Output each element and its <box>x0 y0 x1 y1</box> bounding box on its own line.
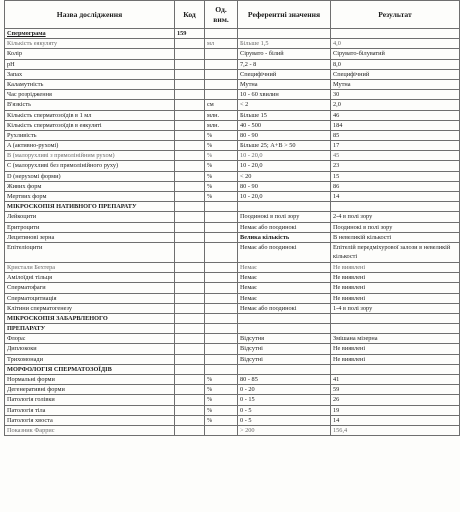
table-row <box>5 59 460 69</box>
code-cell <box>175 283 205 293</box>
table-row <box>5 283 460 293</box>
code-cell <box>175 79 205 89</box>
unit-cell <box>205 232 238 242</box>
header-unit: Од. вим. <box>205 1 238 29</box>
table-row <box>5 425 460 435</box>
unit-cell <box>205 324 238 334</box>
unit-cell <box>205 222 238 232</box>
unit-cell: % <box>205 192 238 202</box>
semen-analysis-table <box>4 0 460 436</box>
reference-cell: 10 - 20,0 <box>238 192 331 202</box>
table-row <box>5 222 460 232</box>
unit-cell <box>205 212 238 222</box>
result-cell: 19 <box>331 405 460 415</box>
result-cell: Змішана мізерна <box>331 334 460 344</box>
reference-cell: < 2 <box>238 100 331 110</box>
code-cell <box>175 120 205 130</box>
unit-cell <box>205 90 238 100</box>
header-code: Код <box>175 1 205 29</box>
result-cell: 15 <box>331 171 460 181</box>
unit-cell: млн. <box>205 120 238 130</box>
reference-cell: 40 - 500 <box>238 120 331 130</box>
result-cell: 156,4 <box>331 425 460 435</box>
result-cell: 85 <box>331 130 460 140</box>
result-cell: 2-4 в полі зору <box>331 212 460 222</box>
table-row <box>5 39 460 49</box>
reference-cell: Немає або поодинокі <box>238 242 331 262</box>
code-cell <box>175 293 205 303</box>
unit-cell: % <box>205 141 238 151</box>
reference-cell: Немає <box>238 293 331 303</box>
result-cell <box>331 364 460 374</box>
table-row <box>5 303 460 313</box>
test-name-cell: Дегенеративні форми <box>5 385 175 395</box>
reference-cell: 80 - 90 <box>238 181 331 191</box>
test-name-cell: Рухливість <box>5 130 175 140</box>
test-name-cell: В'язкість <box>5 100 175 110</box>
unit-cell: % <box>205 405 238 415</box>
reference-cell: Немає <box>238 262 331 272</box>
reference-cell: 7,2 - 8 <box>238 59 331 69</box>
test-name-cell: Показник Фаррис <box>5 425 175 435</box>
result-cell: Не виявлені <box>331 262 460 272</box>
reference-cell: Сірувато - білий <box>238 49 331 59</box>
test-name-cell: Патологія тіла <box>5 405 175 415</box>
table-row <box>5 354 460 364</box>
reference-cell: Немає або поодинокі <box>238 222 331 232</box>
table-row <box>5 344 460 354</box>
test-name-cell: МІКРОСКОПІЯ ЗАБАРВЛЕНОГО <box>5 313 175 323</box>
unit-cell <box>205 59 238 69</box>
table-row <box>5 130 460 140</box>
reference-cell: < 20 <box>238 171 331 181</box>
reference-cell: Відсутні <box>238 344 331 354</box>
unit-cell: % <box>205 171 238 181</box>
test-name-cell: Кількість еякуляту <box>5 39 175 49</box>
code-cell <box>175 425 205 435</box>
test-name-cell: Патологія хвоста <box>5 415 175 425</box>
header-test-name: Назва дослідження <box>5 1 175 29</box>
table-row <box>5 29 460 39</box>
test-name-cell: D (нерухомі форми) <box>5 171 175 181</box>
result-cell: 184 <box>331 120 460 130</box>
table-row <box>5 273 460 283</box>
code-cell <box>175 39 205 49</box>
table-row <box>5 262 460 272</box>
code-cell <box>175 110 205 120</box>
table-row <box>5 212 460 222</box>
result-cell: Специфічний <box>331 69 460 79</box>
code-cell <box>175 69 205 79</box>
code-cell <box>175 181 205 191</box>
table-row <box>5 79 460 89</box>
code-cell <box>175 212 205 222</box>
test-name-cell: МОРФОЛОГІЯ СПЕРМАТОЗОЇДІВ <box>5 364 175 374</box>
test-name-cell: Амілоїдні тільця <box>5 273 175 283</box>
test-name-cell: ПРЕПАРАТУ <box>5 324 175 334</box>
test-name-cell: C (малорухливі без прямолінійного руху) <box>5 161 175 171</box>
table-header-row <box>5 1 460 29</box>
table-row <box>5 415 460 425</box>
table-row <box>5 110 460 120</box>
test-name-cell: B (малорухливі з прямолінійним рухом) <box>5 151 175 161</box>
table-row <box>5 334 460 344</box>
code-cell <box>175 59 205 69</box>
result-cell: Не виявлені <box>331 354 460 364</box>
test-name-cell: Живих форм <box>5 181 175 191</box>
test-name-cell: Патологія голівки <box>5 395 175 405</box>
test-name-cell: Колір <box>5 49 175 59</box>
reference-cell: Більше 25; A+B > 50 <box>238 141 331 151</box>
code-cell <box>175 405 205 415</box>
table-row <box>5 242 460 262</box>
reference-cell: Специфічний <box>238 69 331 79</box>
reference-cell <box>238 364 331 374</box>
unit-cell: % <box>205 395 238 405</box>
unit-cell <box>205 303 238 313</box>
result-cell: Епітелій передміхурової залози в невеликій кількості <box>331 242 460 262</box>
result-cell: 14 <box>331 415 460 425</box>
unit-cell <box>205 293 238 303</box>
unit-cell: % <box>205 130 238 140</box>
unit-cell <box>205 283 238 293</box>
unit-cell: % <box>205 151 238 161</box>
result-cell: 41 <box>331 375 460 385</box>
reference-cell <box>238 324 331 334</box>
unit-cell <box>205 49 238 59</box>
unit-cell <box>205 202 238 212</box>
table-row <box>5 232 460 242</box>
table-row <box>5 181 460 191</box>
unit-cell: % <box>205 375 238 385</box>
table-row <box>5 90 460 100</box>
result-cell: Сірувато-білуватий <box>331 49 460 59</box>
unit-cell <box>205 79 238 89</box>
code-cell <box>175 415 205 425</box>
code-cell <box>175 242 205 262</box>
header-result: Результат <box>331 1 460 29</box>
table-row <box>5 49 460 59</box>
unit-cell <box>205 425 238 435</box>
test-name-cell: Диплококи <box>5 344 175 354</box>
unit-cell: % <box>205 385 238 395</box>
test-name-cell: Сперматофаги <box>5 283 175 293</box>
reference-cell: > 200 <box>238 425 331 435</box>
reference-cell: 0 - 20 <box>238 385 331 395</box>
unit-cell <box>205 273 238 283</box>
test-name-cell: A (активно-рухомі) <box>5 141 175 151</box>
reference-cell: Поодинокі в полі зору <box>238 212 331 222</box>
test-name-cell: Флора: <box>5 334 175 344</box>
code-cell <box>175 171 205 181</box>
result-cell: Не виявлені <box>331 344 460 354</box>
reference-cell: 80 - 90 <box>238 130 331 140</box>
code-cell <box>175 375 205 385</box>
test-name-cell: pH <box>5 59 175 69</box>
unit-cell <box>205 262 238 272</box>
result-cell: В невеликій кількості <box>331 232 460 242</box>
table-row <box>5 151 460 161</box>
table-row <box>5 120 460 130</box>
unit-cell: млн. <box>205 110 238 120</box>
table-row <box>5 313 460 323</box>
table-row <box>5 375 460 385</box>
reference-cell: Немає <box>238 283 331 293</box>
reference-cell: 10 - 20,0 <box>238 161 331 171</box>
unit-cell <box>205 354 238 364</box>
test-name-cell: Каламутність <box>5 79 175 89</box>
result-cell <box>331 313 460 323</box>
test-name-cell: МІКРОСКОПІЯ НАТИВНОГО ПРЕПАРАТУ <box>5 202 175 212</box>
unit-cell: % <box>205 161 238 171</box>
result-cell: 46 <box>331 110 460 120</box>
result-cell: Не виявлені <box>331 293 460 303</box>
unit-cell <box>205 29 238 39</box>
code-cell <box>175 344 205 354</box>
header-reference: Референтні значення <box>238 1 331 29</box>
reference-cell: 80 - 85 <box>238 375 331 385</box>
table-row <box>5 141 460 151</box>
result-cell: 17 <box>331 141 460 151</box>
table-row <box>5 324 460 334</box>
test-name-cell: Час розрідження <box>5 90 175 100</box>
test-name-cell: Трихомонади <box>5 354 175 364</box>
reference-cell <box>238 313 331 323</box>
code-cell <box>175 141 205 151</box>
result-cell: 26 <box>331 395 460 405</box>
reference-cell: 10 - 60 хвилин <box>238 90 331 100</box>
unit-cell <box>205 344 238 354</box>
result-cell: 30 <box>331 90 460 100</box>
reference-cell: 10 - 20,0 <box>238 151 331 161</box>
result-cell: Поодинокі в полі зору <box>331 222 460 232</box>
code-cell <box>175 192 205 202</box>
result-cell: 4,0 <box>331 39 460 49</box>
code-cell <box>175 161 205 171</box>
result-cell: 14 <box>331 192 460 202</box>
table-body <box>5 29 460 436</box>
reference-cell: Більше 15 <box>238 110 331 120</box>
test-name-cell: Лейкоцити <box>5 212 175 222</box>
reference-cell: Відсутні <box>238 354 331 364</box>
unit-cell <box>205 242 238 262</box>
result-cell: 1-4 в полі зору <box>331 303 460 313</box>
result-cell: 8,0 <box>331 59 460 69</box>
result-cell: 86 <box>331 181 460 191</box>
code-cell <box>175 262 205 272</box>
test-name-cell: Еритроцити <box>5 222 175 232</box>
reference-cell <box>238 202 331 212</box>
table-row <box>5 202 460 212</box>
result-cell: Не виявлені <box>331 273 460 283</box>
test-name-cell: Нормальні форми <box>5 375 175 385</box>
code-cell <box>175 364 205 374</box>
result-cell <box>331 202 460 212</box>
reference-cell: Немає <box>238 273 331 283</box>
table-row <box>5 385 460 395</box>
reference-cell: Мутна <box>238 79 331 89</box>
result-cell: 59 <box>331 385 460 395</box>
test-name-cell: Запах <box>5 69 175 79</box>
code-cell <box>175 232 205 242</box>
unit-cell <box>205 364 238 374</box>
unit-cell: см <box>205 100 238 110</box>
result-cell: 23 <box>331 161 460 171</box>
test-name-cell: Епітеліоцити <box>5 242 175 262</box>
code-cell <box>175 100 205 110</box>
reference-cell: Немає або поодинокі <box>238 303 331 313</box>
result-cell: 45 <box>331 151 460 161</box>
code-cell <box>175 324 205 334</box>
reference-cell: Більше 1,5 <box>238 39 331 49</box>
test-name-cell: Кристали Бехтера <box>5 262 175 272</box>
reference-cell: Велика кількість <box>238 232 331 242</box>
reference-cell: 0 - 5 <box>238 415 331 425</box>
unit-cell: % <box>205 181 238 191</box>
reference-cell: Відсутня <box>238 334 331 344</box>
test-name-cell: Кількість сперматозоїдів в еякуляті <box>5 120 175 130</box>
test-name-cell: Спермограма <box>5 29 175 39</box>
code-cell <box>175 313 205 323</box>
test-name-cell: Сперматоцитиація <box>5 293 175 303</box>
table-row <box>5 69 460 79</box>
code-cell <box>175 151 205 161</box>
code-cell <box>175 202 205 212</box>
table-row <box>5 293 460 303</box>
code-cell <box>175 395 205 405</box>
code-cell <box>175 273 205 283</box>
table-row <box>5 161 460 171</box>
result-cell: Не виявлені <box>331 283 460 293</box>
code-cell <box>175 222 205 232</box>
result-cell: 2,0 <box>331 100 460 110</box>
unit-cell <box>205 313 238 323</box>
code-cell <box>175 334 205 344</box>
code-cell <box>175 385 205 395</box>
test-name-cell: Кількість сперматозоїдів в 1 мл <box>5 110 175 120</box>
test-name-cell: Мертвих форм <box>5 192 175 202</box>
table-row <box>5 171 460 181</box>
table-row <box>5 100 460 110</box>
result-cell <box>331 324 460 334</box>
code-cell <box>175 90 205 100</box>
unit-cell <box>205 334 238 344</box>
reference-cell: 0 - 5 <box>238 405 331 415</box>
table-row <box>5 395 460 405</box>
test-name-cell: Лецитинові зерна <box>5 232 175 242</box>
unit-cell: % <box>205 415 238 425</box>
code-cell <box>175 49 205 59</box>
result-cell <box>331 29 460 39</box>
reference-cell <box>238 29 331 39</box>
unit-cell <box>205 69 238 79</box>
test-name-cell: Клітини сперматогенезу <box>5 303 175 313</box>
code-cell <box>175 354 205 364</box>
reference-cell: 0 - 15 <box>238 395 331 405</box>
code-cell <box>175 130 205 140</box>
table-row <box>5 364 460 374</box>
code-cell: 159 <box>175 29 205 39</box>
unit-cell: мл <box>205 39 238 49</box>
table-row <box>5 405 460 415</box>
result-cell: Мутна <box>331 79 460 89</box>
code-cell <box>175 303 205 313</box>
table-row <box>5 192 460 202</box>
